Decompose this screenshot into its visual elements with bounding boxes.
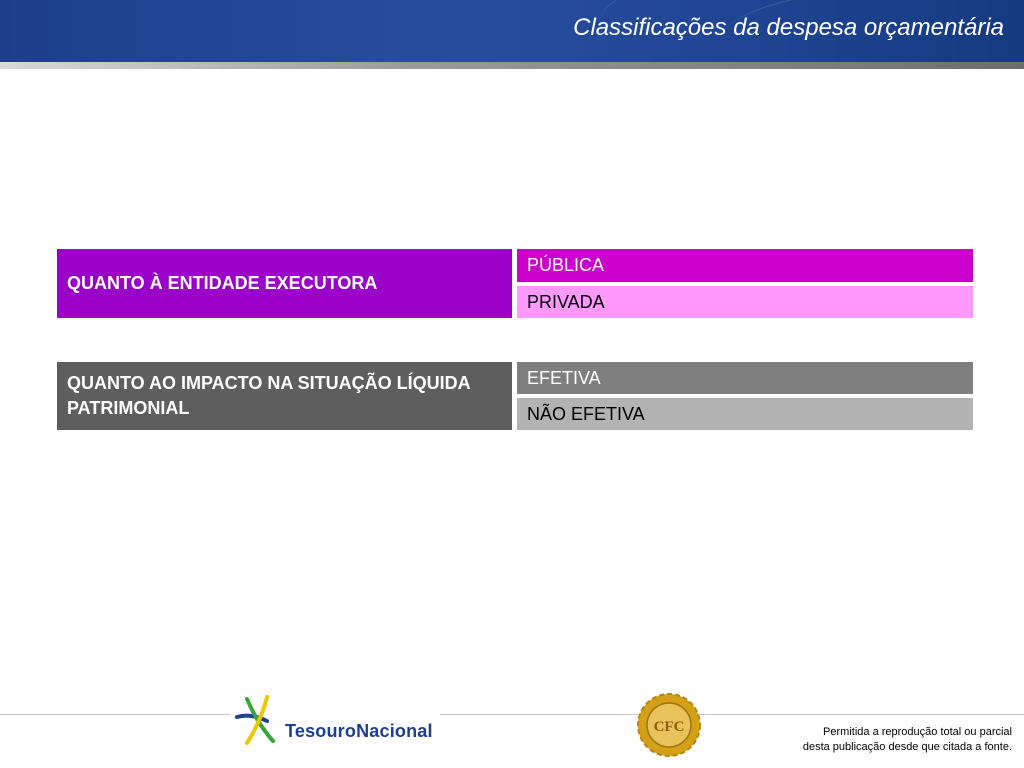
cfc-seal-text: CFC	[653, 719, 685, 735]
classification-option: PRIVADA	[517, 286, 973, 318]
classification-option: NÃO EFETIVA	[517, 398, 973, 430]
tesouro-nacional-logo	[233, 695, 438, 747]
classification-option: EFETIVA	[517, 362, 973, 394]
footer-divider	[440, 714, 1024, 715]
classification-category: QUANTO AO IMPACTO NA SITUAÇÃO LÍQUIDA PATRIMONIAL	[57, 362, 512, 430]
classification-row-impact	[57, 362, 973, 430]
page-title: Classificações da despesa orçamentária	[573, 14, 1004, 41]
footer-divider	[0, 714, 230, 715]
cfc-seal-logo	[636, 692, 702, 758]
header-divider	[0, 62, 1024, 69]
classification-row-entity	[57, 249, 973, 318]
footer-note	[803, 725, 1012, 755]
footer-note-line: desta publicação desde que citada a fonte.	[802, 741, 1012, 753]
slide-header	[0, 0, 1024, 62]
tesouro-logo-text: TesouroNacional	[285, 721, 433, 741]
tesouro-mark-icon	[233, 695, 281, 747]
classification-category: QUANTO À ENTIDADE EXECUTORA	[57, 249, 512, 318]
cfc-seal-icon	[636, 692, 702, 758]
footer-note-line: Permitida a reprodução total ou parcial	[823, 726, 1012, 738]
classification-option: PÚBLICA	[517, 249, 973, 282]
